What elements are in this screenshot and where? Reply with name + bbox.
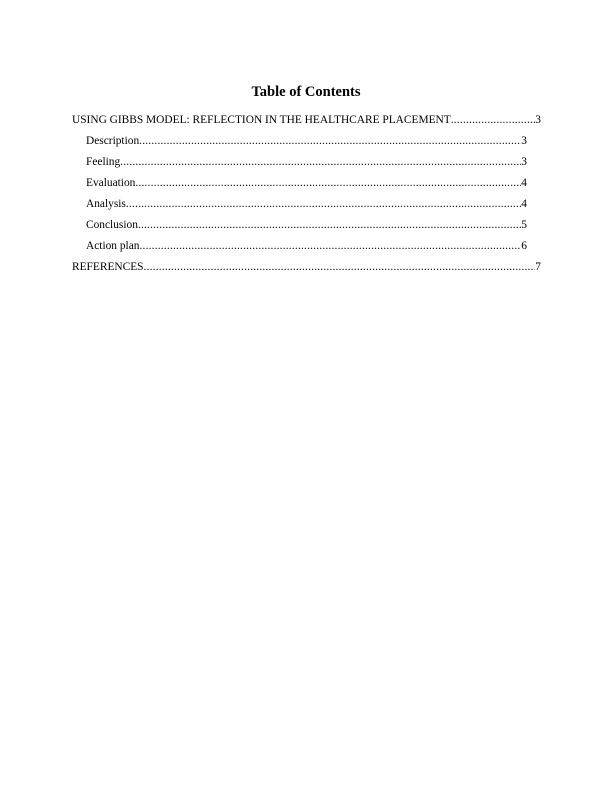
toc-entry-page-number: 3 <box>535 114 541 126</box>
dot-leader <box>135 176 521 190</box>
toc-entry-page-number: 3 <box>521 156 527 168</box>
toc-entry-page-number: 3 <box>521 135 527 147</box>
toc-entry-feeling[interactable] <box>86 155 527 169</box>
toc-entry-label: Description <box>86 135 140 147</box>
dot-leader <box>138 218 521 232</box>
dot-leader <box>126 197 521 211</box>
toc-entry-gibbs-model[interactable] <box>72 113 541 127</box>
toc-entry-page-number: 4 <box>521 198 527 210</box>
dot-leader <box>144 260 536 274</box>
toc-entry-label: REFERENCES <box>72 261 144 273</box>
toc-entry-page-number: 6 <box>521 240 527 252</box>
toc-entry-conclusion[interactable] <box>86 218 527 232</box>
toc-entry-page-number: 5 <box>521 219 527 231</box>
dot-leader <box>139 134 521 148</box>
toc-entry-label: Feeling <box>86 156 121 168</box>
toc-entry-analysis[interactable] <box>86 197 527 211</box>
toc-entry-page-number: 7 <box>535 261 541 273</box>
toc-entry-label: Action plan <box>86 240 140 252</box>
toc-entry-description[interactable] <box>86 134 527 148</box>
toc-entry-page-number: 4 <box>521 177 527 189</box>
toc-entry-action-plan[interactable] <box>86 239 527 253</box>
dot-leader <box>120 155 521 169</box>
toc-entry-label: Evaluation <box>86 177 136 189</box>
toc-entry-label: Conclusion <box>86 219 138 231</box>
toc-entry-label: Analysis <box>86 198 126 210</box>
toc-entry-label: USING GIBBS MODEL: REFLECTION IN THE HEALTHCARE PLACEMENT <box>72 114 451 126</box>
toc-entry-references[interactable] <box>72 260 541 274</box>
toc-entry-evaluation[interactable] <box>86 176 527 190</box>
toc-title: Table of Contents <box>251 84 361 100</box>
dot-leader <box>139 239 521 253</box>
dot-leader <box>451 113 536 127</box>
